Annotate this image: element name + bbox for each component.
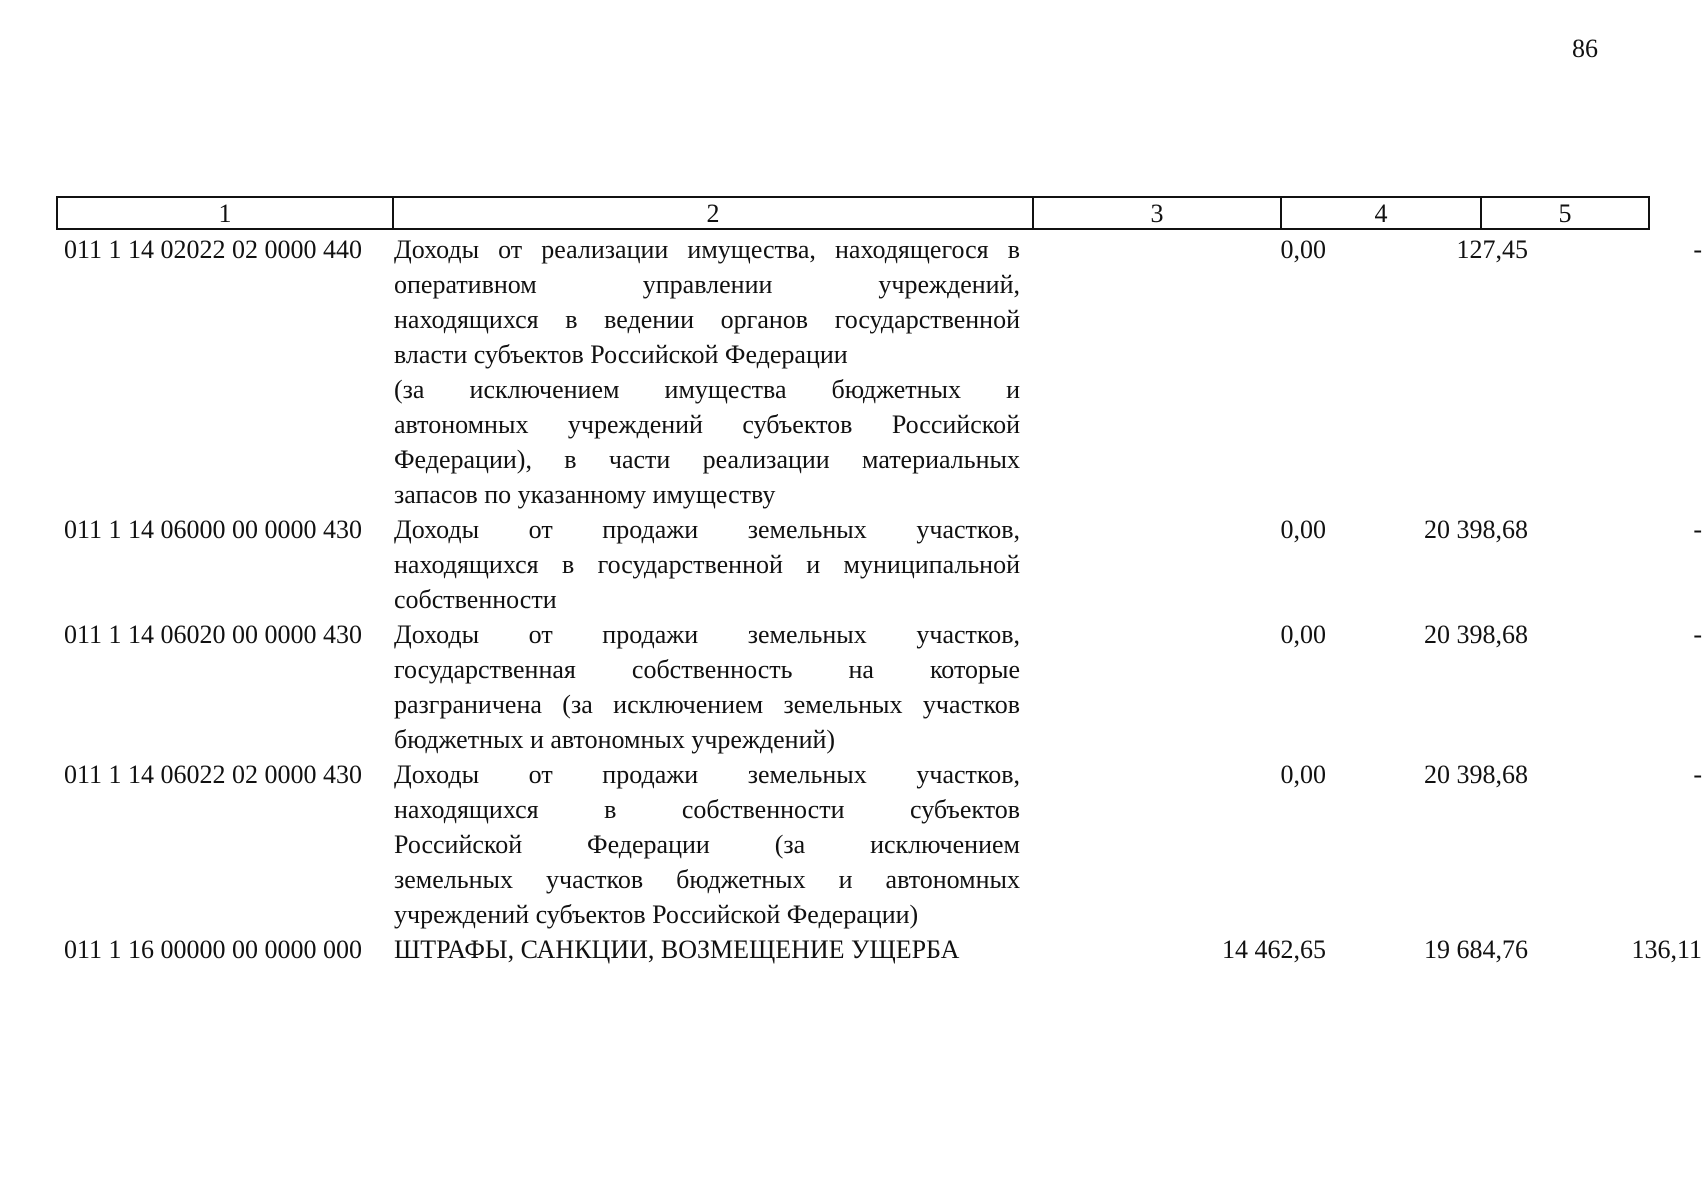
description-line: учреждений субъектов Российской Федерации) — [394, 900, 919, 929]
page-number: 86 — [1572, 34, 1598, 63]
value-col-3: 14 462,65 — [1222, 935, 1326, 964]
header-col-3: 3 — [1032, 198, 1280, 228]
value-col-5: 136,11 — [1631, 935, 1702, 964]
header-col-1: 1 — [218, 199, 232, 228]
value-col-5: - — [1693, 515, 1702, 544]
value-col-4: 20 398,68 — [1424, 515, 1528, 544]
budget-code: 011 1 14 06020 00 0000 430 — [64, 620, 363, 649]
budget-code: 011 1 14 02022 02 0000 440 — [64, 235, 363, 264]
row-description — [394, 512, 1020, 617]
description-line: находящихся в собственности субъектов — [394, 795, 1020, 824]
description-line: находящихся в ведении органов государственной — [394, 305, 1020, 334]
description-line: ШТРАФЫ, САНКЦИИ, ВОЗМЕЩЕНИЕ УЩЕРБА — [394, 935, 960, 964]
description-line: Доходы от продажи земельных участков, — [394, 760, 1020, 789]
description-line: Доходы от продажи земельных участков, — [394, 515, 1020, 544]
value-col-3: 0,00 — [1280, 515, 1326, 544]
description-line: Российской Федерации (за исключением — [394, 830, 1020, 859]
row-description — [394, 617, 1020, 757]
description-line: Федерации), в части реализации материальных — [394, 445, 1020, 474]
description-line: власти субъектов Российской Федерации — [394, 340, 848, 369]
description-line: государственная собственность на которые — [394, 655, 1020, 684]
value-col-4: 19 684,76 — [1424, 935, 1528, 964]
value-col-4: 20 398,68 — [1424, 760, 1528, 789]
header-col-4: 4 — [1280, 198, 1480, 228]
description-line: Доходы от продажи земельных участков, — [394, 620, 1020, 649]
budget-code: 011 1 16 00000 00 0000 000 — [64, 935, 363, 964]
description-line: собственности — [394, 585, 557, 614]
description-line: бюджетных и автономных учреждений) — [394, 725, 836, 754]
value-col-5: - — [1693, 235, 1702, 264]
description-line: разграничена (за исключением земельных участков — [394, 690, 1020, 719]
value-col-3: 0,00 — [1280, 620, 1326, 649]
description-line: (за исключением имущества бюджетных и — [394, 375, 1020, 404]
description-line: Доходы от реализации имущества, находящегося в — [394, 235, 1020, 264]
description-line: оперативном управлении учреждений, — [394, 270, 1020, 299]
budget-code: 011 1 14 06000 00 0000 430 — [64, 515, 363, 544]
value-col-3: 0,00 — [1280, 235, 1326, 264]
description-line: находящихся в государственной и муниципальной — [394, 550, 1020, 579]
value-col-3: 0,00 — [1280, 760, 1326, 789]
budget-code: 011 1 14 06022 02 0000 430 — [64, 760, 363, 789]
header-col-5: 5 — [1480, 198, 1648, 228]
description-line: автономных учреждений субъектов Российской — [394, 410, 1020, 439]
row-description — [394, 757, 1020, 932]
table-header — [56, 196, 1650, 230]
value-col-5: - — [1693, 620, 1702, 649]
description-line: запасов по указанному имуществу — [394, 480, 776, 509]
value-col-5: - — [1693, 760, 1702, 789]
description-line: земельных участков бюджетных и автономных — [394, 865, 1020, 894]
value-col-4: 127,45 — [1456, 235, 1528, 264]
row-description — [394, 232, 1020, 512]
header-col-2: 2 — [392, 198, 1032, 228]
value-col-4: 20 398,68 — [1424, 620, 1528, 649]
row-description — [394, 932, 1020, 967]
